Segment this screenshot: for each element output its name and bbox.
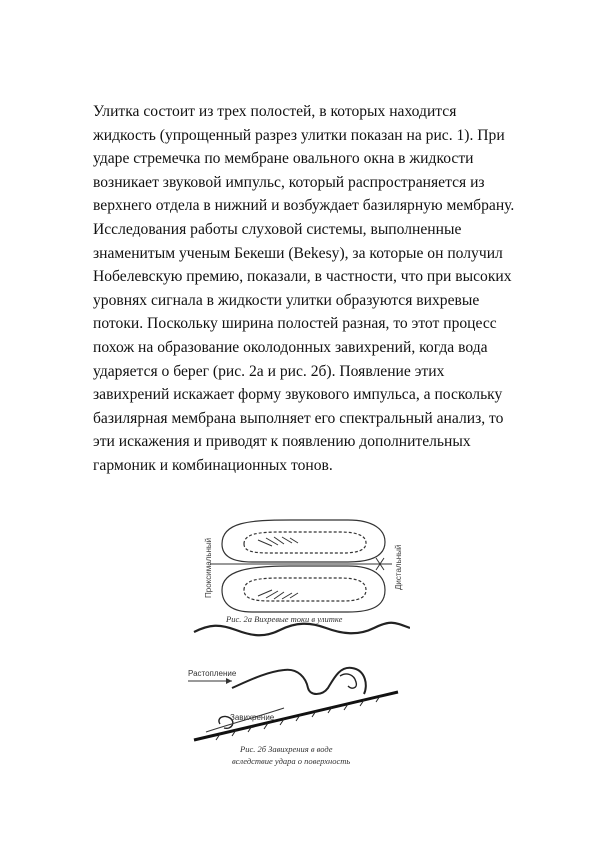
paragraph-line: уровнях сигнала в жидкости улитки образуются вихревые <box>93 291 480 309</box>
paragraph-line: потоки. Поскольку ширина полостей разная, то этот процесс <box>93 315 497 333</box>
paragraph-line: возникает звуковой импульс, который распространяется из <box>93 173 485 191</box>
crest-curl <box>340 674 356 688</box>
paragraph-line: Нобелевскую премию, показали, в частности, что при высоких <box>93 268 512 286</box>
wave-crest-2b <box>232 668 366 694</box>
paragraph-line: верхнего отдела в нижний и возбуждает базилярную мембрану. <box>93 197 515 215</box>
proximal-label: Проксимальный <box>204 537 213 598</box>
upper-vortex-loop <box>222 520 385 562</box>
flow-label: Растопление <box>188 669 237 678</box>
paragraph-line: похож на образование околодонных завихрений, когда вода <box>93 338 488 356</box>
caption-2a: Рис. 2а Вихревые токи в улитке <box>226 614 343 624</box>
caption-2b-line1: Рис. 2б Завихрения в воде <box>240 744 333 754</box>
vortex-figure <box>180 518 410 780</box>
paragraph-line: завихрений искажает форму звукового импульса, а поскольку <box>93 386 503 404</box>
vortex-diagram <box>180 518 410 780</box>
paragraph-line: знаменитым ученым Бекеши (Bekesy), за которые он получил <box>93 244 503 262</box>
wave-line-2a <box>194 623 410 636</box>
paragraph-line: ударе стремечка по мембране овального окна в жидкости <box>93 150 474 168</box>
paragraph-line: Улитка состоит из трех полостей, в которых находится <box>93 103 457 120</box>
paragraph-line: жидкость (упрощенный разрез улитки показан на рис. 1). При <box>93 126 505 144</box>
paragraph-line: базилярная мембрана выполняет его спектральный анализ, то <box>93 409 504 427</box>
body-paragraph <box>93 100 533 478</box>
paragraph-line: Исследования работы слуховой системы, выполненные <box>93 220 462 238</box>
caption-2b-line2: вследствие удара о поверхность <box>232 756 351 766</box>
paragraph-line: эти искажения и приводят к появлению дополнительных <box>93 433 471 451</box>
lower-vortex-loop <box>222 566 385 612</box>
vortex-label: Завихрение <box>230 713 275 722</box>
flow-arrow-head <box>226 678 232 684</box>
paragraph-line: ударяется о берег (рис. 2а и рис. 2б). Появление этих <box>93 362 445 380</box>
paragraph-line: гармоник и комбинационных тонов. <box>93 456 333 474</box>
distal-label: Дистальный <box>394 544 403 590</box>
